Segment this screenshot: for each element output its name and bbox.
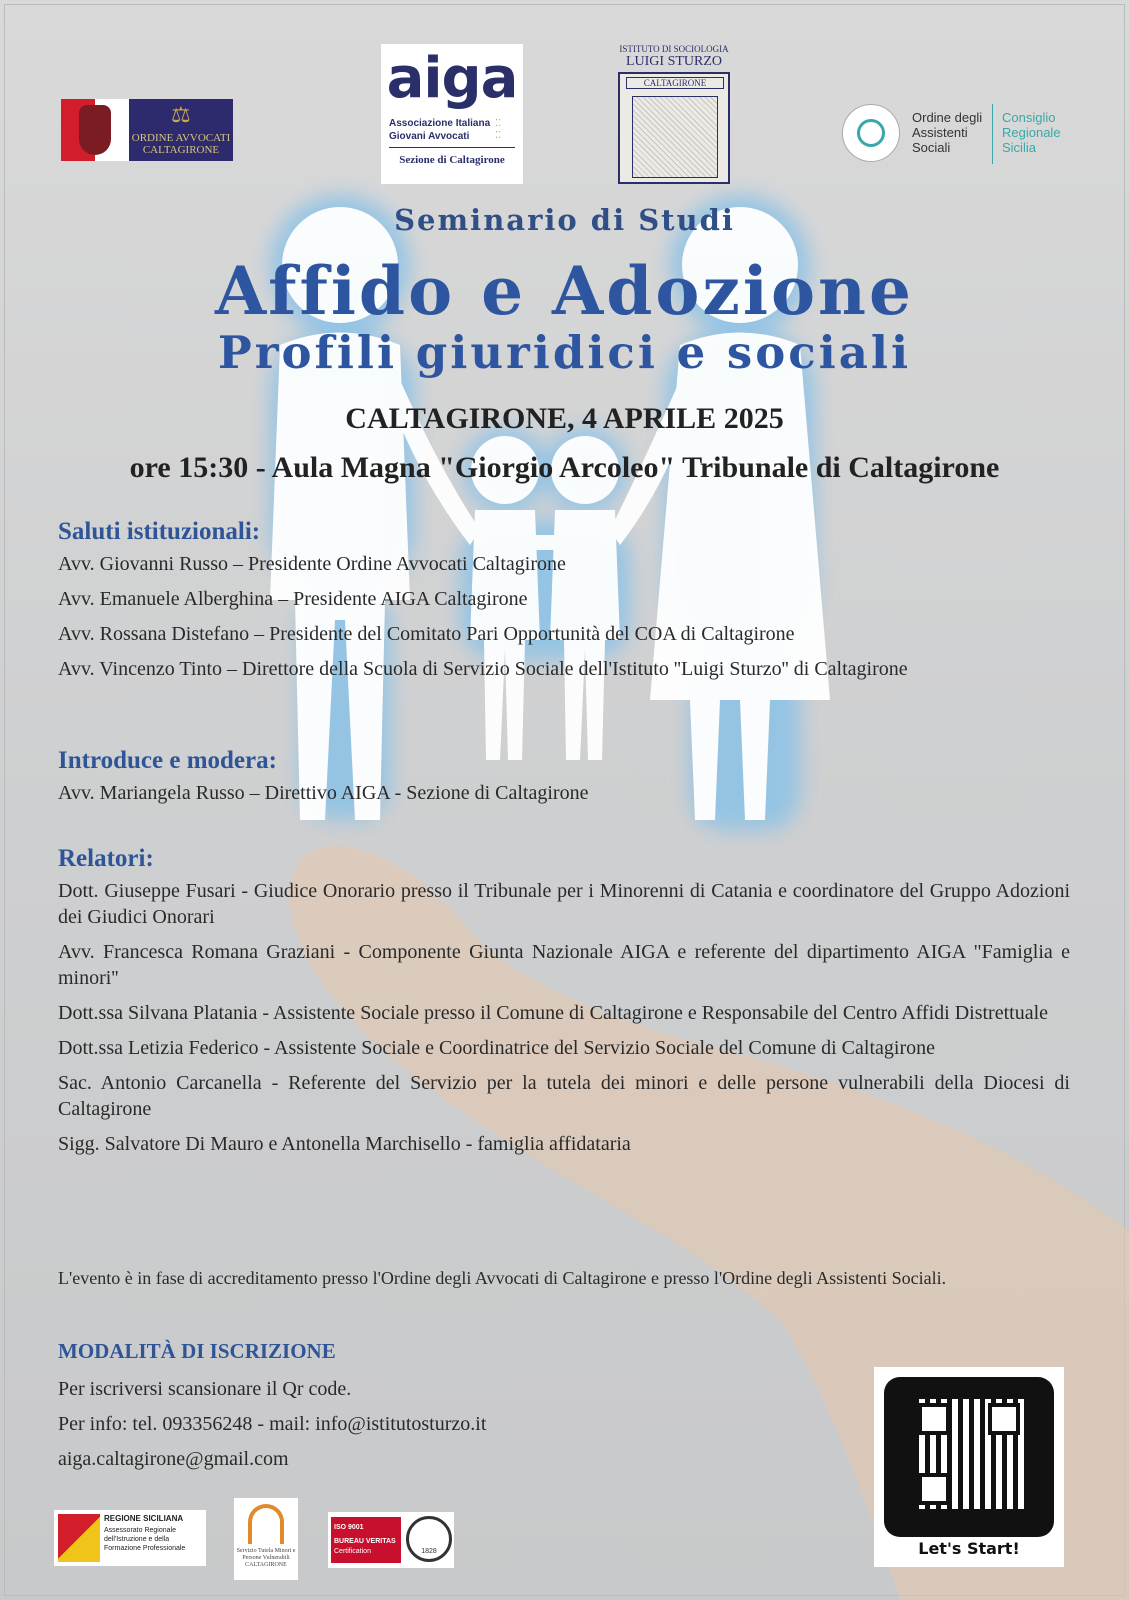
list-item: Sac. Antonio Carcanella - Referente del Servizio per la tutela dei minori e delle persone vulnerabili della Diocesi di Caltagirone	[58, 1072, 1070, 1120]
iso-line3: Certification	[334, 1548, 371, 1555]
ordine-avvocati-text: ORDINE AVVOCATI CALTAGIRONE	[131, 132, 231, 156]
aiga-dots-icon: ⁚⁚ ⁚⁚	[495, 118, 502, 141]
qr-code-icon	[914, 1399, 1024, 1509]
sturzo-line2: LUIGI STURZO	[625, 54, 723, 69]
list-item: Dott.ssa Letizia Federico - Assistente Sociale e Coordinatrice del Servizio Sociale del Comune di Caltagirone	[58, 1037, 935, 1059]
list-item: Avv. Rossana Distefano – Presidente del Comitato Pari Opportunità del COA di Caltagirone	[58, 623, 795, 645]
aiga-logo	[381, 44, 523, 184]
contact-info[interactable]: Per info: tel. 093356248 - mail: info@istitutosturzo.it	[58, 1413, 487, 1435]
assistenti-sociali-logo	[842, 104, 1062, 164]
modera-heading: Introduce e modera:	[58, 747, 277, 774]
iscrizione-line1: Per iscriversi scansionare il Qr code.	[58, 1378, 352, 1400]
assistenti-line3: Sociali	[912, 140, 951, 155]
contact-email[interactable]: aiga.caltagirone@gmail.com	[58, 1448, 289, 1470]
sturzo-line1: ISTITUTO DI SOCIOLOGIA	[619, 44, 729, 54]
list-item: Avv. Emanuele Alberghina – Presidente AIGA Caltagirone	[58, 588, 528, 610]
modera-section	[58, 748, 1070, 815]
regione-line1: REGIONE SICILIANA	[104, 1514, 184, 1523]
event-date: CALTAGIRONE, 4 APRILE 2025	[345, 402, 784, 435]
list-item: Avv. Giovanni Russo – Presidente Ordine Avvocati Caltagirone	[58, 553, 566, 575]
list-item: Dott. Giuseppe Fusari - Giudice Onorario presso il Tribunale per i Minorenni di Catania e coordinatore del Gruppo Adozioni dei Giudici Onorari	[58, 880, 1070, 928]
regione-siciliana-logo	[54, 1510, 206, 1566]
page-title: Affido e Adozione	[215, 252, 914, 330]
aiga-line1: Associazione Italiana	[389, 118, 491, 129]
seminar-label: Seminario di Studi	[394, 203, 735, 237]
iso-year: 1828	[421, 1548, 437, 1555]
qr-label: Let's Start!	[918, 1539, 1020, 1558]
accreditation-note: L'evento è in fase di accreditamento presso l'Ordine degli Avvocati di Caltagirone e presso l'Ordine degli Assistenti Sociali.	[58, 1268, 947, 1288]
istituto-sturzo-logo	[612, 44, 736, 186]
aiga-section: Sezione di Caltagirone	[399, 154, 505, 166]
regione-line2: Assessorato Regionale dell'Istruzione e della Formazione Professionale	[104, 1527, 186, 1552]
list-item: Avv. Francesca Romana Graziani - Componente Giunta Nazionale AIGA e referente del dipartimento AIGA "Famiglia e minori''	[58, 941, 1070, 989]
list-item: Dott.ssa Silvana Platania - Assistente Sociale presso il Comune di Caltagirone e Responsabile del Centro Affidi Distrettuale	[58, 1002, 1049, 1024]
assistenti-line1: Ordine degli	[912, 110, 983, 125]
qr-code-card[interactable]	[874, 1367, 1064, 1567]
aiga-line2: Giovani Avvocati	[389, 131, 470, 142]
assistenti-r3: Sicilia	[1002, 140, 1036, 155]
sturzo-engraving	[618, 72, 730, 184]
relatori-heading: Relatori:	[58, 845, 154, 872]
bureau-veritas-logo	[328, 1512, 454, 1568]
tutela-text: Servizio Tutela Minori e Persone Vulnerabili CALTAGIRONE	[236, 1548, 296, 1568]
tutela-minori-logo	[234, 1498, 298, 1580]
iso-line2: BUREAU VERITAS	[334, 1538, 396, 1545]
assistenti-r1: Consiglio	[1002, 110, 1056, 125]
assistenti-r2: Regionale	[1002, 125, 1061, 140]
family-icon	[248, 1504, 284, 1544]
aiga-wordmark: aiga	[386, 46, 518, 111]
iso-line1: ISO 9001	[334, 1524, 364, 1531]
assistenti-line2: Assistenti	[912, 125, 968, 140]
ordine-avvocati-logo	[61, 99, 233, 161]
list-item: Avv. Vincenzo Tinto – Direttore della Scuola di Servizio Sociale dell'Istituto ''Luigi Sturzo'' di Caltagirone	[58, 658, 908, 680]
event-venue: ore 15:30 - Aula Magna "Giorgio Arcoleo" Tribunale di Caltagirone	[129, 451, 1000, 484]
saluti-heading: Saluti istituzionali:	[58, 518, 261, 545]
trinacria-icon	[58, 1514, 100, 1562]
scales-icon: ⚖	[171, 103, 191, 128]
relatori-section	[58, 846, 1070, 1166]
clover-icon	[842, 104, 900, 162]
iscrizione-heading: MODALITÀ DI ISCRIZIONE	[58, 1339, 336, 1363]
sturzo-banner: CALTAGIRONE	[626, 77, 724, 89]
list-item: Avv. Mariangela Russo – Direttivo AIGA - Sezione di Caltagirone	[58, 782, 589, 804]
coat-of-arms-icon	[79, 105, 111, 155]
saluti-section	[58, 519, 1070, 691]
list-item: Sigg. Salvatore Di Mauro e Antonella Marchisello - famiglia affidataria	[58, 1133, 631, 1155]
page-subtitle: Profili giuridici e sociali	[217, 326, 912, 379]
bureau-veritas-seal-icon	[406, 1516, 452, 1562]
